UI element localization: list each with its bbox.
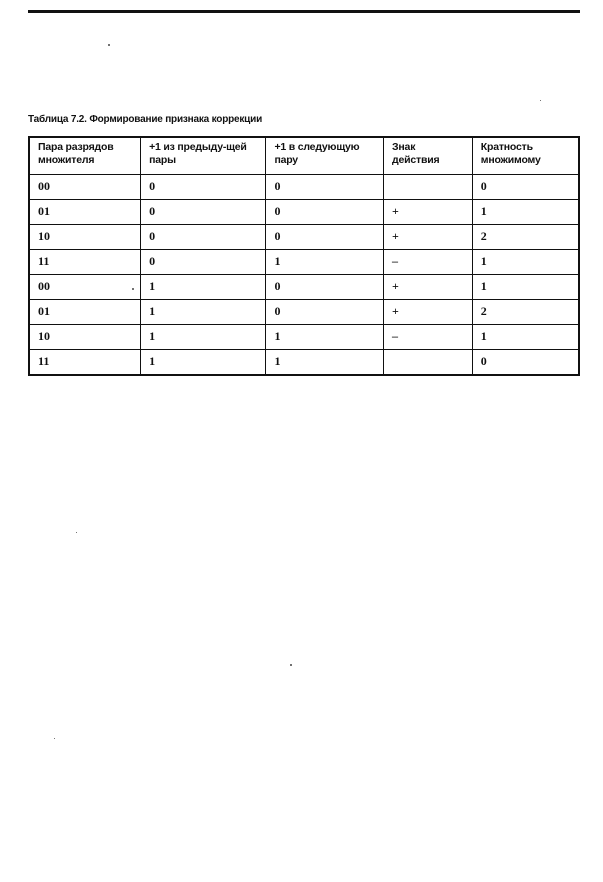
table-row (29, 225, 579, 250)
cell-operation-sign: + (384, 225, 473, 250)
cell-multiplier-pair: 00 (29, 175, 141, 200)
scan-speck (54, 738, 55, 739)
cell-carry-out: 1 (266, 350, 384, 376)
header-multiplier-pair: Пара разрядов множителя (29, 137, 141, 175)
cell-multiplier-pair: 10 (29, 225, 141, 250)
header-multiplicand-multiple: Кратность множимому (472, 137, 579, 175)
cell-multiplicand-multiple: 1 (472, 275, 579, 300)
table-caption: Таблица 7.2. Формирование признака коррекции (28, 114, 263, 125)
cell-multiplicand-multiple: 1 (472, 200, 579, 225)
cell-multiplier-pair: 01 (29, 300, 141, 325)
cell-operation-sign (384, 350, 473, 376)
cell-multiplicand-multiple: 0 (472, 175, 579, 200)
cell-multiplier-pair: 01 (29, 200, 141, 225)
cell-carry-out: 0 (266, 175, 384, 200)
cell-carry-out: 0 (266, 300, 384, 325)
cell-carry-out: 1 (266, 250, 384, 275)
header-operation-sign: Знак действия (384, 137, 473, 175)
cell-operation-sign: – (384, 325, 473, 350)
cell-carry-in: 0 (141, 175, 266, 200)
cell-multiplicand-multiple: 2 (472, 225, 579, 250)
cell-operation-sign: – (384, 250, 473, 275)
cell-carry-out: 0 (266, 275, 384, 300)
cell-operation-sign: + (384, 300, 473, 325)
cell-operation-sign (384, 175, 473, 200)
top-rule (28, 10, 580, 13)
cell-multiplicand-multiple: 2 (472, 300, 579, 325)
correction-table (28, 136, 580, 376)
cell-carry-in: 1 (141, 275, 266, 300)
table-row (29, 300, 579, 325)
scan-speck (108, 44, 110, 46)
header-carry-out: +1 в следующую пару (266, 137, 384, 175)
cell-multiplicand-multiple: 1 (472, 325, 579, 350)
cell-carry-in: 1 (141, 350, 266, 376)
table-row (29, 325, 579, 350)
scan-speck (76, 532, 77, 533)
cell-multiplicand-multiple: 0 (472, 350, 579, 376)
scan-speck (540, 100, 541, 101)
cell-carry-in: 1 (141, 325, 266, 350)
table-row (29, 350, 579, 376)
cell-multiplicand-multiple: 1 (472, 250, 579, 275)
cell-carry-out: 0 (266, 200, 384, 225)
scan-speck (290, 664, 292, 666)
table-row (29, 250, 579, 275)
header-carry-in: +1 из предыду-щей пары (141, 137, 266, 175)
cell-multiplier-pair: 10 (29, 325, 141, 350)
cell-multiplier-pair: 00 (29, 275, 141, 300)
cell-operation-sign: + (384, 200, 473, 225)
cell-carry-out: 0 (266, 225, 384, 250)
table-row (29, 275, 579, 300)
cell-carry-in: 1 (141, 300, 266, 325)
cell-carry-in: 0 (141, 250, 266, 275)
table-row (29, 175, 579, 200)
cell-carry-out: 1 (266, 325, 384, 350)
cell-carry-in: 0 (141, 200, 266, 225)
table-header-row (29, 137, 579, 175)
table-row (29, 200, 579, 225)
cell-operation-sign: + (384, 275, 473, 300)
cell-carry-in: 0 (141, 225, 266, 250)
cell-multiplier-pair: 11 (29, 350, 141, 376)
cell-multiplier-pair: 11 (29, 250, 141, 275)
